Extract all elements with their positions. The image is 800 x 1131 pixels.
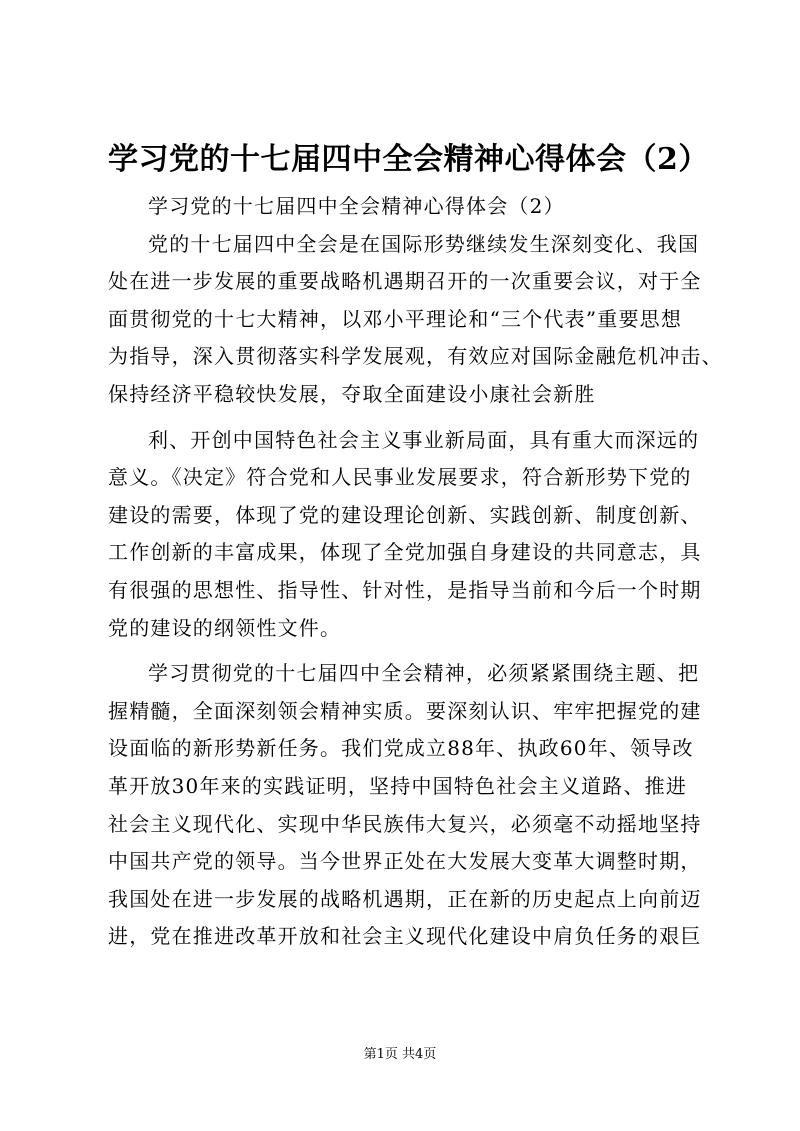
page-footer: 第1页 共4页 [363,1047,437,1062]
document-body [108,188,723,956]
paragraph-line: 握精髓，全面深刻领会精神实质。要深刻认识、牢牢把握党的建 [108,698,702,723]
paragraph-line: 意义。《决定》符合党和人民事业发展要求，符合新形势下党的 [108,465,692,490]
document-title: 学习党的十七届四中全会精神心得体会（2） [108,142,709,177]
paragraph-line: 处在进一步发展的重要战略机遇期召开的一次重要会议，对于全 [108,269,702,294]
paragraph-line: 党的建设的纲领性文件。 [108,615,342,640]
paragraph-line: 社会主义现代化、实现中华民族伟大复兴，必须毫不动摇地坚持 [108,811,702,836]
paragraph-gap [108,647,708,655]
paragraph-line: 设面临的新形势新任务。我们党成立88年、执政60年、领导改 [108,736,694,761]
paragraph-line: 党的十七届四中全会是在国际形势继续发生深刻变化、我国 [148,231,700,256]
paragraph-line: 学习贯彻党的十七届四中全会精神，必须紧紧围绕主题、把 [148,661,700,686]
paragraph-line: 建设的需要，体现了党的建设理论创新、实践创新、制度创新、 [108,502,702,527]
paragraph-line: 革开放30年来的实践证明，坚持中国特色社会主义道路、推进 [108,773,688,798]
subtitle-line: 学习党的十七届四中全会精神心得体会（2） [148,194,565,218]
paragraph-line: 为指导，深入贯彻落实科学发展观，有效应对国际金融危机冲击、 [108,344,723,369]
paragraph-line: 中国共产党的领导。当今世界正处在大发展大变革大调整时期， [108,849,702,874]
paragraph-line: 保持经济平稳较快发展，夺取全面建设小康社会新胜 [108,381,596,406]
paragraph-line: 我国处在进一步发展的战略机遇期，正在新的历史起点上向前迈 [108,886,702,911]
paragraph-gap [108,414,708,422]
paragraph-line: 面贯彻党的十七大精神，以邓小平理论和“三个代表”重要思想 [108,306,683,331]
paragraph-line: 利、开创中国特色社会主义事业新局面，具有重大而深远的 [148,427,700,452]
paragraph-line: 工作创新的丰富成果，体现了全党加强自身建设的共同意志，具 [108,540,702,565]
paragraph-line: 有很强的思想性、指导性、针对性，是指导当前和今后一个时期 [108,577,702,602]
paragraph-line: 进，党在推进改革开放和社会主义现代化建设中肩负任务的艰巨 [108,924,702,949]
